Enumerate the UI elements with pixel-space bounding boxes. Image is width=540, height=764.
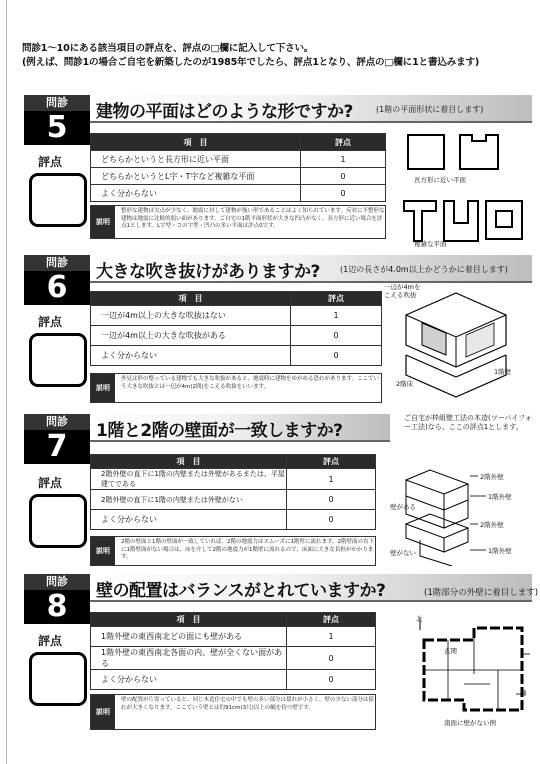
explanation-label: 説明 [91, 374, 115, 402]
col-header-item: 項 目 [91, 455, 287, 469]
courtyard-inner [496, 211, 512, 227]
question-note: ご自宅が枠組壁工法の木造(ツーバイフォー工法)なら、ここの評点1とします。 [404, 414, 532, 431]
question-title: 大きな吹き抜けがありますか? [96, 262, 320, 282]
instruction-line-1: 問診1〜10にある該当項目の評点を、評点の□欄に記入して下さい。 [22, 43, 314, 54]
score-label: 評点 [38, 155, 63, 169]
explanation-text: 整形な建物は欠点が少なく、地震に対して建物が強い形であることはよく知られています。反対に不整形な建物は地震に比較的弱い面があります。ご自宅の1階平面形状が大きな凹凸がなく、長方形に近い場合を評点1とします。L字型・コの字型・凹凸の多い平面は評点0です。 [121, 208, 385, 230]
instructions [22, 42, 532, 70]
table-row: 一辺が4m以上の大きな吹抜がある 0 [91, 326, 382, 346]
t-shaped-plan [404, 201, 436, 241]
badge-label: 問診 [24, 574, 90, 590]
score-entry-box[interactable] [29, 652, 87, 706]
col-header-points: 評点 [301, 134, 386, 151]
explanation-text: 外見は形の整っている建物でも大きな吹抜があると、地震時に建物をゆがめる恐れがあります。ここでいう大きな吹抜とは一辺が4m(2間)をこえる吹抜をいいます。 [121, 376, 380, 390]
question-badge [24, 574, 90, 624]
col-header-points: 評点 [287, 613, 376, 627]
question-7 [24, 414, 532, 564]
col-header-item: 項 目 [91, 292, 291, 306]
col-header-item: 項 目 [91, 134, 301, 151]
figure-label-complex: 複雑な平面 [414, 240, 447, 248]
page-edge-line [6, 0, 7, 764]
figure-label-has-wall: 壁がある [390, 503, 416, 511]
table-row: 1階外壁の東西南北どの面にも壁がある 1 [91, 627, 376, 647]
question-note: (1辺の長さが4.0m以上かどうかに着目します) [340, 265, 508, 274]
explanation-box [90, 694, 376, 730]
north-label: 北 [416, 615, 423, 623]
score-entry-box[interactable] [29, 173, 87, 227]
figure-label-void: 一辺が4mを こえる吹抜 [384, 283, 421, 299]
question-badge [24, 255, 90, 305]
question-badge [24, 414, 90, 464]
table-row: よく分からない 0 [91, 510, 376, 530]
figure-label-example: 南面に壁がない例 [444, 719, 496, 727]
score-label: 評点 [38, 634, 63, 648]
instruction-line-2: (例えば、問診1の場合ご自宅を新築したのが1985年でしたら、評点1となり、評点の□欄に1と書込みます) [22, 57, 480, 68]
table-row: どちらかというと長方形に近い平面 1 [91, 151, 386, 168]
figure-label-floor2: 2階床 [396, 380, 414, 388]
table-row: よく分からない 0 [91, 185, 386, 202]
explanation-box [90, 205, 386, 239]
floor-plan-diagram [404, 614, 534, 724]
question-8 [24, 574, 539, 734]
score-label: 評点 [38, 476, 63, 490]
figure-label-entrance: 玄関 [444, 647, 457, 655]
figure-label-floor1: 1階壁 [494, 368, 512, 376]
explanation-label: 説明 [91, 537, 115, 565]
col-header-points: 評点 [291, 292, 382, 306]
question-number: 6 [24, 271, 90, 305]
badge-label: 問診 [24, 95, 90, 111]
col-header-points: 評点 [287, 455, 376, 469]
notched-plan [460, 135, 498, 169]
explanation-label: 説明 [91, 206, 115, 238]
question-number: 7 [24, 430, 90, 464]
explanation-label: 説明 [91, 695, 115, 729]
plan-shape-diagram [396, 131, 526, 249]
figure-label-floor2-wall-a: 2階外壁 [480, 473, 504, 481]
figure-label-simple: 長方形に近い平面 [414, 176, 466, 184]
question-number: 5 [24, 111, 90, 145]
question-5 [24, 95, 532, 248]
col-header-item: 項 目 [91, 613, 287, 627]
figure-label-floor1-wall-a: 1階外壁 [488, 493, 512, 501]
table-row: よく分からない 0 [91, 346, 382, 366]
table-row: よく分からない 0 [91, 670, 376, 690]
question-title: 1階と2階の壁面が一致しますか? [96, 421, 343, 441]
question-title: 壁の配置はバランスがとれていますか? [96, 581, 386, 601]
courtyard-outer [486, 201, 522, 239]
score-entry-box[interactable] [29, 494, 87, 548]
score-label: 評点 [38, 315, 63, 329]
options-table [90, 454, 376, 530]
figure-label-no-wall: 壁がない [390, 549, 416, 557]
explanation-box [90, 536, 376, 566]
u-shaped-plan [444, 201, 478, 241]
score-entry-box[interactable] [29, 333, 87, 387]
table-row: 1階外壁の東西南北各面の内、壁が全くない面がある 0 [91, 647, 376, 670]
question-title: 建物の平面はどのような形ですか? [96, 102, 353, 122]
table-row: どちらかというとL字・T字など複雑な平面 0 [91, 168, 386, 185]
badge-label: 問診 [24, 255, 90, 271]
question-badge [24, 95, 90, 145]
explanation-text: 壁の配置が片寄っていると、同じ木造住宅の中でも壁の多い部分は揺れが小さく、壁の少ない部分は揺れが大きくなります。ここでいう壁とは約91cm(3尺)以上の幅を持つ壁です。 [121, 697, 374, 711]
figure-label-floor2-wall-b: 2階外壁 [480, 521, 504, 529]
question-number: 8 [24, 590, 90, 624]
explanation-text: 2階の壁面と1階の壁面が一致していれば、2階の地震力はスムーズに1階壁に流れます。2階壁面の直下に1階壁面がない場合は、床を介して2階の地震力が1階壁に流れるので、床面に大きな負担がかかります。 [121, 539, 375, 561]
table-row: 一辺が4m以上の大きな吹抜はない 1 [91, 306, 382, 326]
table-row: 2階外壁の直下に1階の内壁または外壁があるまたは、平屋建てである 1 [91, 469, 376, 490]
rectangle-plan [408, 135, 444, 169]
question-6 [24, 255, 532, 405]
figure-label-floor1-wall-b: 1階外壁 [488, 547, 512, 555]
figure-label-wall: 壁 [520, 689, 527, 697]
options-table [90, 291, 382, 366]
options-table [90, 133, 386, 202]
options-table [90, 612, 376, 690]
question-note: (1階部分の外壁に着目します) [424, 588, 539, 598]
table-row: 2階外壁の直下に1階の内壁または外壁がない 0 [91, 490, 376, 510]
question-note: (1階の平面形状に着目します) [376, 105, 484, 114]
badge-label: 問診 [24, 414, 90, 430]
explanation-box [90, 373, 382, 403]
